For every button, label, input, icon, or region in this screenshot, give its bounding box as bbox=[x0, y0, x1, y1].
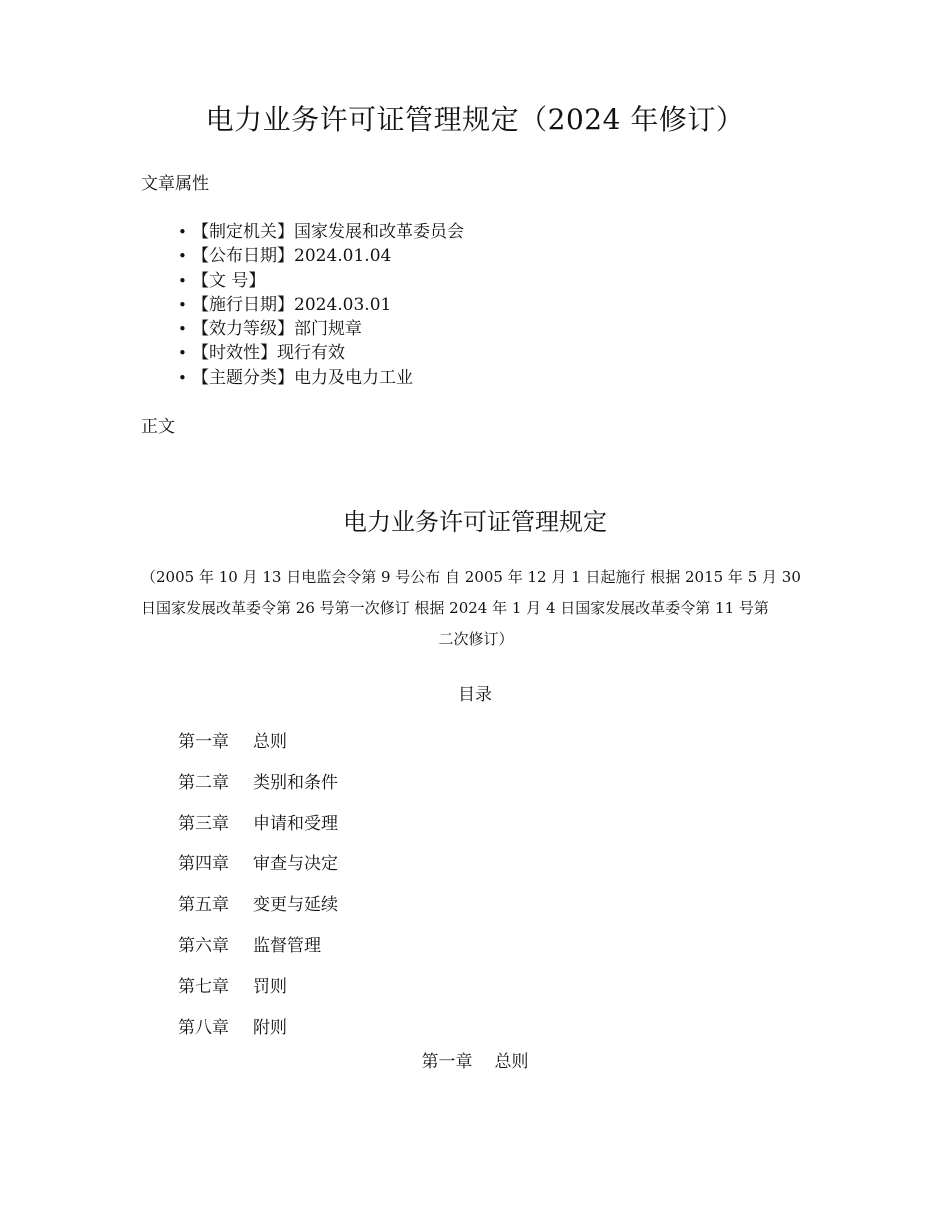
bullet-icon: • bbox=[178, 271, 187, 290]
toc-item[interactable] bbox=[178, 1008, 338, 1049]
toc-chapter-number: 第六章 bbox=[178, 935, 229, 956]
attribute-key: 【施行日期】 bbox=[192, 294, 294, 315]
toc-item[interactable] bbox=[178, 804, 338, 845]
toc-chapter-number: 第二章 bbox=[178, 772, 229, 793]
attributes-label: 文章属性 bbox=[141, 174, 209, 194]
chapter-heading bbox=[0, 1048, 950, 1076]
attribute-key: 【公布日期】 bbox=[192, 246, 294, 267]
toc-chapter-name: 罚则 bbox=[253, 976, 287, 997]
preface-line: 二次修订） bbox=[438, 630, 514, 648]
bullet-icon: • bbox=[178, 344, 187, 363]
attribute-key: 【制定机关】 bbox=[192, 222, 294, 242]
toc-chapter-name: 总则 bbox=[253, 732, 287, 752]
toc-item[interactable] bbox=[178, 967, 338, 1008]
bullet-icon: • bbox=[178, 368, 187, 387]
toc-chapter-name: 附则 bbox=[253, 1017, 287, 1038]
toc-chapter-number: 第四章 bbox=[178, 854, 229, 875]
attribute-key: 【主题分类】 bbox=[192, 367, 294, 388]
toc-item[interactable] bbox=[178, 844, 338, 885]
attributes-list bbox=[178, 220, 464, 390]
attribute-value: 部门规章 bbox=[294, 319, 362, 340]
chapter-heading-number: 第一章 bbox=[421, 1052, 473, 1072]
attribute-item bbox=[178, 244, 464, 268]
attribute-value: 现行有效 bbox=[277, 343, 345, 364]
attribute-item bbox=[178, 341, 464, 365]
attribute-key: 【文 号】 bbox=[192, 270, 266, 291]
toc-chapter-name: 变更与延续 bbox=[253, 895, 338, 916]
toc-chapter-number: 第七章 bbox=[178, 976, 229, 997]
attribute-item bbox=[178, 317, 464, 341]
toc-item[interactable] bbox=[178, 885, 338, 926]
attribute-item bbox=[178, 293, 464, 317]
toc-chapter-number: 第八章 bbox=[178, 1017, 229, 1038]
attribute-value: 电力及电力工业 bbox=[294, 367, 413, 388]
toc-chapter-name: 监督管理 bbox=[253, 935, 321, 956]
toc-chapter-name: 申请和受理 bbox=[253, 813, 338, 834]
toc-item[interactable] bbox=[178, 926, 338, 967]
toc-item[interactable] bbox=[178, 763, 338, 804]
regulation-title: 电力业务许可证管理规定 bbox=[343, 508, 607, 536]
bullet-icon: • bbox=[178, 295, 187, 314]
toc-chapter-name: 类别和条件 bbox=[253, 772, 338, 793]
chapter-heading-name: 总则 bbox=[494, 1052, 529, 1072]
toc-title: 目录 bbox=[458, 685, 492, 705]
attribute-key: 【效力等级】 bbox=[192, 319, 294, 340]
attribute-value: 2024.03.01 bbox=[294, 294, 392, 315]
attribute-value: 国家发展和改革委员会 bbox=[294, 222, 464, 242]
toc-chapter-number: 第一章 bbox=[178, 732, 229, 752]
preface bbox=[141, 562, 811, 655]
preface-line: （2005 年 10 月 13 日电监会令第 9 号公布 自 2005 年 12 月 1 日起施行 根据 2015 年 5 月 30 bbox=[141, 568, 801, 586]
bullet-icon: • bbox=[178, 223, 187, 241]
page-title: 电力业务许可证管理规定（2024 年修订） bbox=[205, 103, 745, 136]
table-of-contents bbox=[178, 722, 338, 1048]
attribute-key: 【时效性】 bbox=[192, 343, 277, 364]
attribute-value: 2024.01.04 bbox=[294, 246, 392, 267]
toc-item[interactable] bbox=[178, 722, 338, 763]
body-label: 正文 bbox=[141, 417, 175, 437]
preface-line: 日国家发展改革委令第 26 号第一次修订 根据 2024 年 1 月 4 日国家发展改革委令第 11 号第 bbox=[141, 599, 769, 617]
toc-chapter-number: 第三章 bbox=[178, 813, 229, 834]
attribute-item bbox=[178, 220, 464, 244]
bullet-icon: • bbox=[178, 247, 187, 266]
bullet-icon: • bbox=[178, 320, 187, 339]
attribute-item bbox=[178, 366, 464, 390]
toc-chapter-number: 第五章 bbox=[178, 895, 229, 916]
toc-chapter-name: 审查与决定 bbox=[253, 854, 338, 875]
attribute-item bbox=[178, 269, 464, 293]
